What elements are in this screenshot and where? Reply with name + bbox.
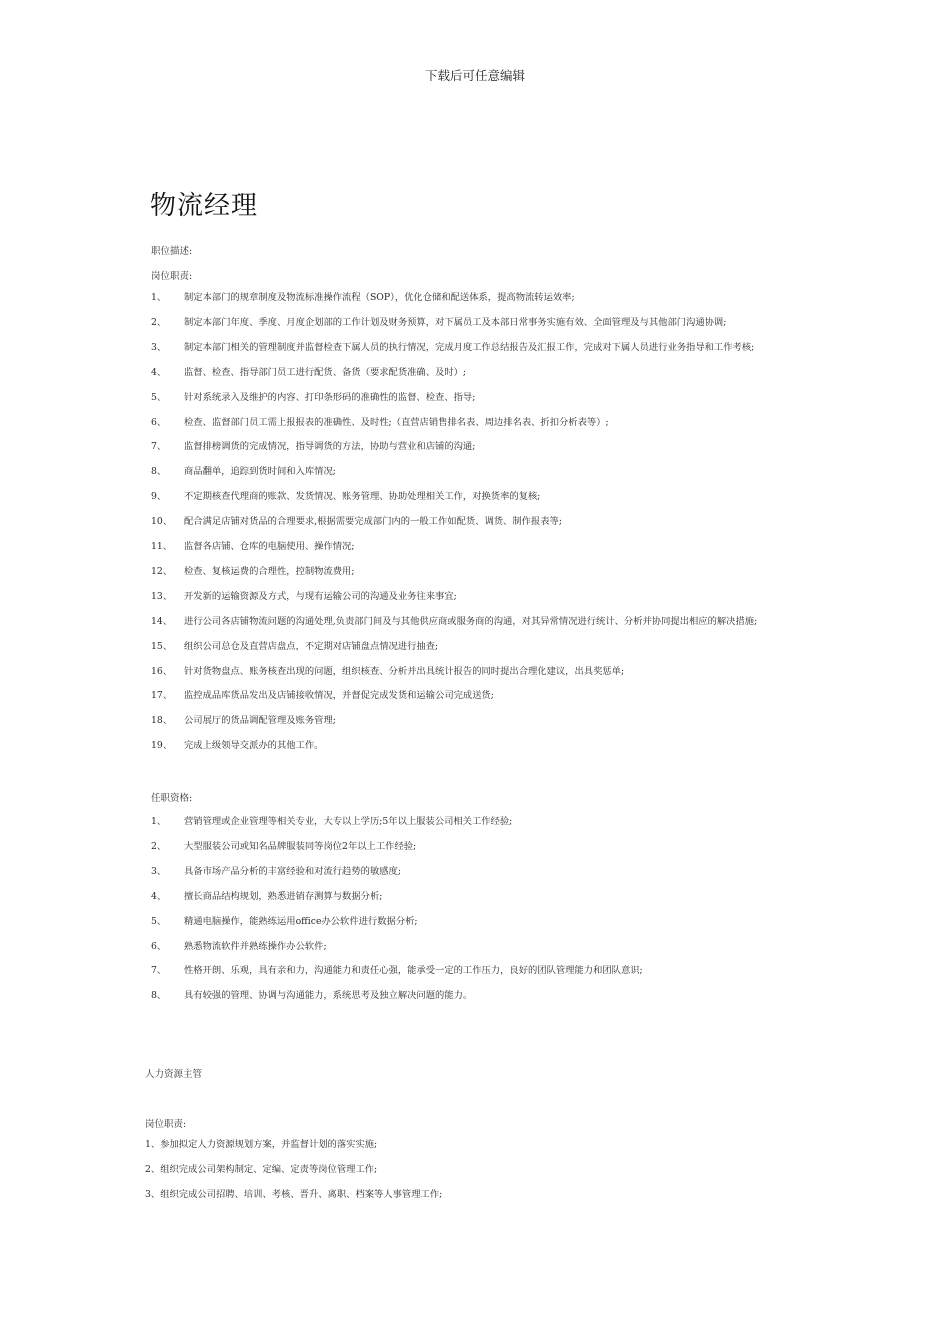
item-number: 7、 [151, 965, 167, 977]
list-item [151, 640, 438, 654]
item-number: 5、 [151, 391, 167, 403]
item-number: 7、 [151, 441, 167, 453]
item-number: 3、 [151, 865, 167, 877]
item-text: 大型服装公司或知名品牌服装同等岗位2年以上工作经验; [184, 840, 417, 852]
item-text: 开发新的运输资源及方式，与现有运输公司的沟通及业务往来事宜; [184, 590, 457, 602]
list-item [151, 815, 512, 829]
item-text: 营销管理或企业管理等相关专业，大专以上学历;5年以上服装公司相关工作经验; [184, 816, 513, 827]
job-description-label: 职位描述: [151, 246, 193, 257]
item-text: 具备市场产品分析的丰富经验和对流行趋势的敏感度; [184, 865, 401, 877]
item-text: 监督、检查、指导部门员工进行配货、备货（要求配货准确、及时）; [184, 366, 467, 378]
item-number: 1、 [151, 292, 167, 303]
item-text: 完成上级领导交派办的其他工作。 [184, 740, 324, 752]
item-number: 4、 [151, 366, 167, 378]
list-item [151, 366, 466, 380]
item-text: 监督各店铺、仓库的电脑使用、操作情况; [184, 541, 355, 552]
qualifications-label: 任职资格: [151, 793, 193, 804]
list-item [151, 739, 323, 753]
item-number: 6、 [151, 416, 167, 428]
item-text: 检查、监督部门员工需上报报表的准确性、及时性;（直营店销售排名表、周边排名表、折扣分析表等）; [184, 416, 609, 428]
item-number: 16、 [151, 665, 173, 677]
item-number: 18、 [151, 715, 173, 727]
item-text: 制定本部门年度、季度、月度企划部的工作计划及财务预算，对下属员工及本部日常事务实施有效、全面管理及与其他部门沟通协调; [184, 316, 727, 328]
responsibilities-label: 岗位职责: [151, 271, 193, 282]
item-number: 1、 [151, 816, 167, 827]
item-number: 15、 [151, 640, 173, 652]
item-text: 制定本部门的规章制度及物流标准操作流程（SOP），优化仓储和配送体系，提高物流转运效率; [184, 292, 575, 303]
list-item [151, 316, 726, 330]
item-text: 监控成品库货品发出及店铺接收情况，并督促完成发货和运输公司完成送货; [184, 690, 494, 702]
item-text: 擅长商品结构规划，熟悉进销存测算与数据分析; [184, 890, 383, 902]
item-text: 进行公司各店铺物流问题的沟通处理,负责部门间及与其他供应商或服务商的沟通，对其异常情况进行统计、分析并协同提出相应的解决措施; [184, 615, 758, 627]
section2-title: 人力资源主管 [145, 1069, 203, 1080]
item-number: 9、 [151, 491, 167, 503]
list-item [151, 391, 475, 405]
list-item [151, 515, 562, 529]
list-item [151, 689, 494, 703]
item-text: 具有较强的管理、协调与沟通能力，系统思考及独立解决问题的能力。 [184, 990, 473, 1002]
list-item [151, 465, 336, 479]
item-text: 熟悉物流软件并熟练操作办公软件; [184, 940, 327, 952]
item-text: 针对系统录入及维护的内容、打印条形码的准确性的监督、检查、指导; [184, 391, 476, 403]
item-number: 12、 [151, 565, 173, 577]
list-item [151, 590, 457, 604]
header-note: 下载后可任意编辑 [424, 68, 525, 83]
item-text: 公司展厅的货品调配管理及账务管理; [184, 715, 336, 727]
list-item [151, 341, 754, 355]
item-number: 8、 [151, 990, 167, 1002]
list-item [151, 665, 624, 679]
list-item [151, 964, 643, 978]
item-text: 组织公司总仓及直营店盘点，不定期对店铺盘点情况进行抽查; [184, 640, 439, 652]
list-item [151, 840, 416, 854]
list-item [151, 440, 475, 454]
section2-responsibilities-label: 岗位职责: [145, 1119, 187, 1130]
list-item [151, 540, 354, 554]
list-item [151, 565, 354, 579]
item-text: 性格开朗、乐观，具有亲和力，沟通能力和责任心强，能承受一定的工作压力，良好的团队管理能力和团队意识; [184, 965, 643, 977]
item-text: 监督排榜调货的完成情况，指导调货的方法，协助与营业和店铺的沟通; [184, 441, 476, 453]
item-number: 8、 [151, 466, 167, 478]
item-number: 19、 [151, 740, 173, 752]
list-item [151, 291, 575, 305]
item-number: 14、 [151, 615, 173, 627]
item-number: 6、 [151, 940, 167, 952]
item-number: 4、 [151, 890, 167, 902]
list-item [151, 940, 327, 954]
page-title: 物流经理 [150, 191, 259, 221]
item-text: 针对货物盘点、账务核查出现的问题，组织核查、分析并出具统计报告的同时提出合理化建议，出具奖惩单; [184, 665, 625, 677]
item-number: 17、 [151, 690, 173, 702]
item-text: 不定期核查代理商的账款、发货情况、账务管理、协助处理相关工作，对换货率的复核; [184, 491, 541, 503]
list-item [151, 615, 757, 629]
item-number: 3、 [151, 341, 167, 353]
list-item: 1、参加拟定人力资源规划方案，并监督计划的落实实施; [145, 1139, 378, 1150]
item-number: 2、 [151, 316, 167, 328]
item-number: 11、 [151, 541, 173, 552]
list-item: 3、组织完成公司招聘、培训、考核、晋升、离职、档案等人事管理工作; [145, 1189, 443, 1200]
item-number: 13、 [151, 590, 173, 602]
item-text: 检查、复核运费的合理性，控制物流费用; [184, 565, 355, 577]
item-number: 5、 [151, 915, 167, 927]
list-item [151, 416, 609, 430]
item-text: 配合满足店铺对货品的合理要求,根据需要完成部门内的一般工作如配货、调货、制作报表等; [184, 516, 562, 528]
list-item [151, 714, 336, 728]
item-text: 精通电脑操作，能熟练运用office办公软件进行数据分析; [184, 915, 418, 927]
list-item [151, 915, 418, 929]
item-text: 商品翻单，追踪到货时间和入库情况; [184, 466, 336, 478]
item-text: 制定本部门相关的管理制度并监督检查下属人员的执行情况，完成月度工作总结报告及汇报工作，完成对下属人员进行业务指导和工作考核; [184, 341, 755, 353]
item-number: 2、 [151, 840, 167, 852]
list-item [151, 890, 382, 904]
list-item [151, 989, 472, 1003]
list-item [151, 490, 540, 504]
item-number: 10、 [151, 516, 173, 528]
list-item [151, 865, 401, 879]
list-item: 2、组织完成公司架构制定、定编、定责等岗位管理工作; [145, 1164, 378, 1175]
